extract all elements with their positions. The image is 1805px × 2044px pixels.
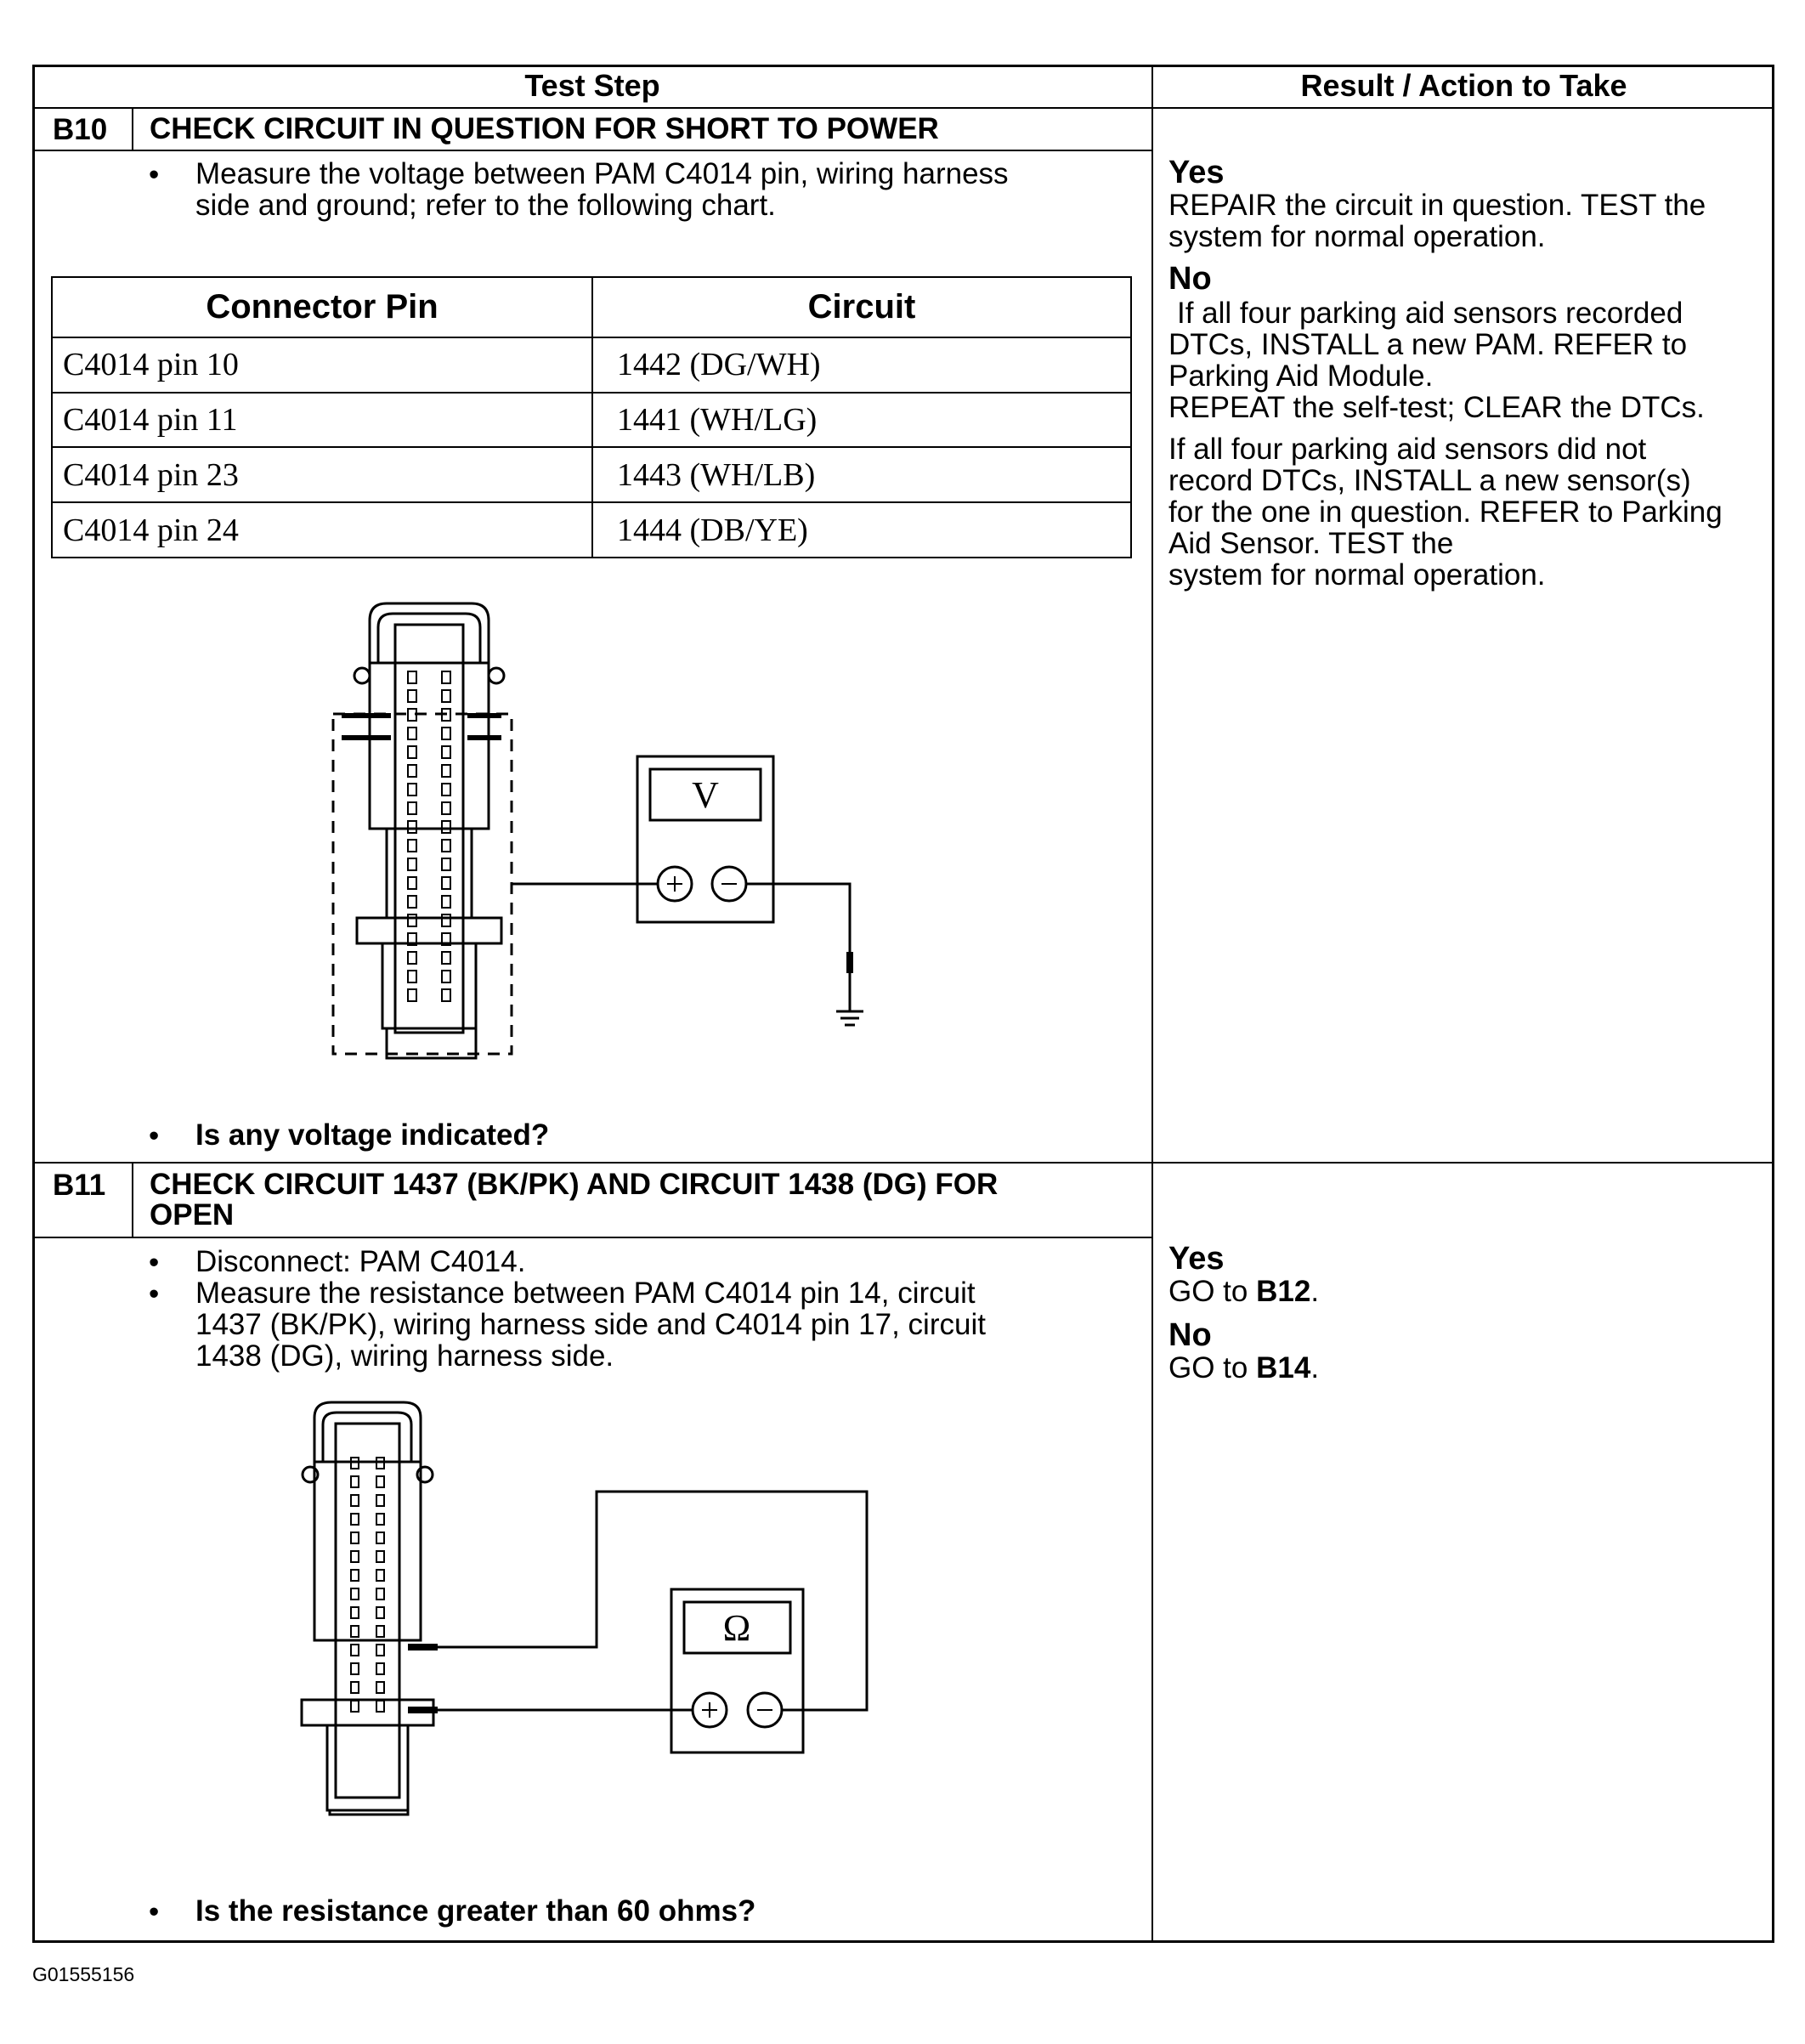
b11-yes-label: Yes bbox=[1168, 1241, 1225, 1277]
b11-instruction2-line1: Measure the resistance between PAM C4014 pin 14, circuit bbox=[195, 1277, 976, 1310]
table-cell: C4014 pin 11 bbox=[52, 393, 592, 448]
b11-yes-target: B12 bbox=[1256, 1275, 1311, 1308]
b11-no-action bbox=[1168, 1352, 1319, 1384]
column-header-connector-pin: Connector Pin bbox=[52, 277, 592, 337]
b11-step-title-line1: CHECK CIRCUIT 1437 (BK/PK) AND CIRCUIT 1438 (DG) FOR bbox=[150, 1168, 999, 1201]
harness-side-outline bbox=[333, 714, 512, 1054]
b10-step-title: CHECK CIRCUIT IN QUESTION FOR SHORT TO POWER bbox=[150, 112, 939, 145]
column-header-circuit: Circuit bbox=[592, 277, 1131, 337]
table-row bbox=[52, 393, 1131, 448]
table-cell: 1443 (WH/LB) bbox=[592, 447, 1131, 502]
b11-id-divider bbox=[132, 1162, 133, 1237]
header-test-step: Test Step bbox=[524, 68, 660, 103]
b10-question: Is any voltage indicated? bbox=[195, 1118, 550, 1152]
lead-pin-14 bbox=[408, 1492, 867, 1710]
bullet-icon: • bbox=[149, 1119, 160, 1152]
b11-instruction2-line3: 1438 (DG), wiring harness side. bbox=[195, 1339, 614, 1373]
table-row bbox=[52, 337, 1131, 393]
meter-label: Ω bbox=[722, 1607, 751, 1649]
voltage-test-diagram bbox=[323, 595, 918, 1071]
b10-no-text-line8: Aid Sensor. TEST the bbox=[1168, 527, 1454, 560]
b11-instruction2-line2: 1437 (BK/PK), wiring harness side and C4014 pin 17, circuit bbox=[195, 1308, 986, 1341]
b10-no-label: No bbox=[1168, 261, 1212, 297]
b10-instruction-line1: Measure the voltage between PAM C4014 pin, wiring harness bbox=[195, 157, 1009, 190]
table-cell: 1444 (DB/YE) bbox=[592, 502, 1131, 558]
b10-no-text-line5: If all four parking aid sensors did not bbox=[1168, 433, 1647, 466]
b11-yes-go-text: GO to bbox=[1168, 1275, 1248, 1308]
b11-title-divider bbox=[32, 1237, 1152, 1238]
table-cell: C4014 pin 23 bbox=[52, 447, 592, 502]
connector-c4014-icon bbox=[302, 1402, 433, 1815]
header-divider bbox=[32, 107, 1774, 109]
b11-no-target: B14 bbox=[1256, 1351, 1311, 1384]
back-probe-icons bbox=[342, 716, 501, 738]
b10-id-divider bbox=[132, 107, 133, 150]
b10-no-text-line3: Parking Aid Module. bbox=[1168, 360, 1434, 393]
table-cell: 1441 (WH/LG) bbox=[592, 393, 1131, 448]
bullet-icon: • bbox=[149, 1895, 160, 1928]
b10-title-divider bbox=[32, 150, 1152, 151]
b11-no-go-text: GO to bbox=[1168, 1351, 1248, 1384]
table-row bbox=[52, 447, 1131, 502]
meter-label: V bbox=[692, 774, 719, 816]
b10-no-text-line1: If all four parking aid sensors recorded bbox=[1177, 297, 1683, 330]
resistance-test-diagram bbox=[289, 1394, 884, 1836]
bullet-icon: • bbox=[149, 1246, 160, 1279]
b10-no-text-line9: system for normal operation. bbox=[1168, 558, 1546, 592]
b10-no-text-line6: record DTCs, INSTALL a new sensor(s) bbox=[1168, 464, 1691, 497]
table-cell: C4014 pin 24 bbox=[52, 502, 592, 558]
b11-instruction1: Disconnect: PAM C4014. bbox=[195, 1245, 526, 1278]
b11-no-label: No bbox=[1168, 1317, 1212, 1353]
period: . bbox=[1310, 1351, 1320, 1384]
connector-c4014-icon bbox=[354, 603, 504, 1058]
column-divider bbox=[1151, 65, 1153, 1943]
connector-pins bbox=[351, 1458, 384, 1712]
period: . bbox=[1310, 1275, 1320, 1308]
b10-no-text-line4: REPEAT the self-test; CLEAR the DTCs. bbox=[1168, 391, 1705, 424]
table-cell: C4014 pin 10 bbox=[52, 337, 592, 393]
b11-step-id: B11 bbox=[53, 1169, 106, 1202]
figure-id: G01555156 bbox=[32, 1963, 135, 1985]
table-header-row bbox=[52, 277, 1131, 337]
step-divider bbox=[32, 1162, 1774, 1164]
b10-no-text-line7: for the one in question. REFER to Parking bbox=[1168, 495, 1723, 529]
b11-step-title-line2: OPEN bbox=[150, 1198, 235, 1231]
b10-yes-label: Yes bbox=[1168, 155, 1225, 190]
b10-step-id: B10 bbox=[53, 113, 108, 146]
bullet-icon: • bbox=[149, 158, 160, 191]
b11-question: Is the resistance greater than 60 ohms? bbox=[195, 1894, 756, 1928]
table-cell: 1442 (DG/WH) bbox=[592, 337, 1131, 393]
negative-lead bbox=[746, 884, 850, 982]
b11-yes-action bbox=[1168, 1276, 1319, 1307]
b10-yes-text-line2: system for normal operation. bbox=[1168, 220, 1546, 253]
connector-pins bbox=[408, 671, 450, 1001]
bullet-icon: • bbox=[149, 1277, 160, 1311]
b10-yes-text-line1: REPAIR the circuit in question. TEST the bbox=[1168, 189, 1706, 222]
b10-instruction-line2: side and ground; refer to the following chart. bbox=[195, 189, 776, 222]
header-result-action: Result / Action to Take bbox=[1300, 68, 1627, 103]
table-row bbox=[52, 502, 1131, 558]
b10-no-text-line2: DTCs, INSTALL a new PAM. REFER to bbox=[1168, 328, 1688, 361]
ground-icon bbox=[836, 982, 863, 1025]
connector-pin-table bbox=[51, 276, 1132, 558]
